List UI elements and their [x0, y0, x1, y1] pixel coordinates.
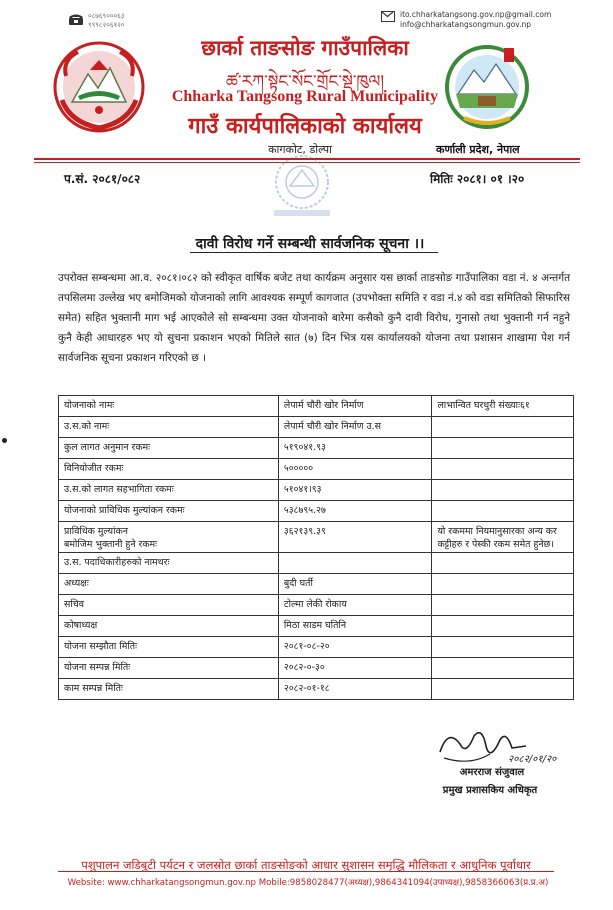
office-title: गाउँ कार्यपालिकाको कार्यालय	[188, 113, 422, 139]
project-details-table	[58, 395, 574, 700]
table-row	[59, 637, 574, 658]
table-cell: कुल लागत अनुमान रकमः	[59, 438, 279, 459]
table-cell: लेपार्म चौरी खोर निर्माण	[278, 396, 432, 417]
table-cell: योजना सम्पन्न मितिः	[59, 658, 279, 679]
table-cell: बुदी घर्ती	[278, 574, 432, 595]
table-row	[59, 480, 574, 501]
table-cell: ५०००००	[278, 459, 432, 480]
municipality-logo	[444, 44, 530, 130]
table-row	[59, 396, 574, 417]
table-cell	[278, 553, 432, 574]
email-line-2[interactable]: info@chharkatangsongmun.gov.np	[400, 20, 532, 29]
table-cell: ५१०४१।९३	[278, 480, 432, 501]
province: कर्णाली प्रदेश, नेपाल	[436, 143, 520, 156]
subject-underline	[190, 252, 438, 253]
nepal-emblem-logo	[52, 40, 146, 134]
table-cell	[432, 480, 574, 501]
signer-name: अमरराज संजुवाल	[459, 767, 525, 778]
table-cell: अध्यक्षः	[59, 574, 279, 595]
phone-numbers	[88, 12, 124, 30]
table-cell: विनियोजीत रकमः	[59, 459, 279, 480]
table-cell: उ.स.को नामः	[59, 417, 279, 438]
signer-title: प्रमुख प्रशासकिय अधिकृत	[442, 785, 538, 796]
table-row	[59, 658, 574, 679]
table-cell: २०८२-०१-१८	[278, 679, 432, 700]
issue-date: मितिः २०८१। ०१ ।२०	[430, 172, 525, 186]
table-row	[59, 616, 574, 637]
phone-icon	[68, 12, 84, 26]
handwritten-date: २०८२/०१/२०	[508, 754, 557, 765]
phone-line-2: ९९९८२०६१२०	[88, 21, 125, 29]
table-cell: कोषाध्यक्ष	[59, 616, 279, 637]
table-row	[59, 417, 574, 438]
table-cell	[432, 616, 574, 637]
table-cell	[432, 679, 574, 700]
table-row	[59, 501, 574, 522]
table-cell: २०८२-०-३०	[278, 658, 432, 679]
table-cell	[432, 459, 574, 480]
table-row	[59, 679, 574, 700]
table-row	[59, 595, 574, 616]
table-cell: योजनाको प्राविधिक मुल्यांकन रकमः	[59, 501, 279, 522]
table-cell: सचिव	[59, 595, 279, 616]
table-cell	[432, 637, 574, 658]
municipality-title-english: Chharka Tangsong Rural Municipality	[171, 88, 439, 105]
footer-motto: पशुपालन जडिबुटी पर्यटन र जलस्रोत छार्का ताङसोङको आधार सुशासन समृद्धि मौलिकता र आधुनिक पूर्वाधार	[81, 858, 531, 872]
table-cell	[432, 595, 574, 616]
reference-number: प.सं. २०८१/०८२	[64, 172, 141, 186]
municipality-title-tibetan: ཚ་རཀ་སྟེང་སོང་གྲོང་སྡེ་ཁུལ།	[225, 72, 385, 92]
table-cell: लाभान्वित घरधुरी संख्याः६१	[432, 396, 574, 417]
table-cell: मिठा साडम घतिनि	[278, 616, 432, 637]
office-stamp	[262, 152, 342, 224]
phone-line-1: ०८७६९०००६३	[88, 12, 125, 20]
office-address: कागकोट, डोल्पा	[268, 143, 332, 156]
table-row	[59, 522, 574, 553]
table-cell: टोल्मा लेकी रोकाय	[278, 595, 432, 616]
table-cell: लेपार्म चौरी खोर निर्माण उ.स	[278, 417, 432, 438]
table-cell: २०८१-०८-२०	[278, 637, 432, 658]
table-cell	[432, 658, 574, 679]
table-cell: ३६२१३९.३९	[278, 522, 432, 553]
email-block	[400, 10, 551, 30]
margin-mark	[2, 438, 7, 443]
footer-rule	[58, 871, 554, 872]
table-cell: उ.स.को लागत सहभागिता रकमः	[59, 480, 279, 501]
table-cell: ५३८७९५.२७	[278, 501, 432, 522]
notice-body: उपरोक्त सम्बन्धमा आ.व. २०८१।०८२ को स्वीकृत वार्षिक बजेट तथा कार्यक्रम अनुसार यस छार्का ताङसोङ गाउँपालिका वडा नं. ४ अन्तर्गत तपसिलमा उल्लेख भए बमोजिमको योजनाको लागि आवश्यक सम्पूर्ण कागजात (उपभोक्ता समिति र वडा नं.४ को वडा समितिको सिफारिस समेत) सहित भुक्तानी माग भई आएकोले सो सम्बन्धमा उक्त योजनाको बारेमा कसैको कुनै दावी विरोध, गुनासो तथा भुक्तानी गर्न नहुने कुनै केही आधारहरु भए यो सुचना प्रकाशन भएको मितिले सात (७) दिन भित्र यस कार्यालयको योजना तथा प्रशासन शाखामा पेश गर्न सार्वजनिक सूचना प्रकाशन गरिएको छ ।	[58, 272, 570, 364]
table-cell	[432, 438, 574, 459]
table-row	[59, 459, 574, 480]
table-cell	[432, 574, 574, 595]
notice-subject: दावी विरोध गर्ने सम्बन्धी सार्वजनिक सूचना ।।	[195, 236, 425, 252]
table-cell	[432, 501, 574, 522]
table-cell	[432, 553, 574, 574]
footer-contact: Website: www.chharkatangsongmun.gov.np Mobile:9858028477(अध्यक्ष),9864341094(उपाध्यक्ष),9858366063(प्र.प्र.अ)	[67, 878, 549, 888]
table-cell: उ.स. पदाधिकारीहरुको नामथरः	[59, 553, 279, 574]
table-cell: यो रकममा नियमानुसारका अन्य कर कट्टीहरु र पेस्की रकम समेत हुनेछ।	[432, 522, 574, 553]
table-row	[59, 438, 574, 459]
table-cell: प्राविधिक मुल्यांकन बमोजिम भुक्तानी हुने रकमः	[59, 522, 279, 553]
table-cell: काम सम्पन्न मितिः	[59, 679, 279, 700]
table-cell	[432, 417, 574, 438]
municipality-title-nepali: छार्का ताङसोङ गाउँपालिका	[201, 35, 409, 60]
table-cell: ५१९०४१.९३	[278, 438, 432, 459]
table-cell: योजना सम्झौता मितिः	[59, 637, 279, 658]
table-row	[59, 574, 574, 595]
mail-icon	[381, 11, 395, 22]
table-row	[59, 553, 574, 574]
table-cell: योजनाको नामः	[59, 396, 279, 417]
email-line-1[interactable]: ito.chharkatangsong.gov.np@gmail.com	[400, 10, 552, 19]
